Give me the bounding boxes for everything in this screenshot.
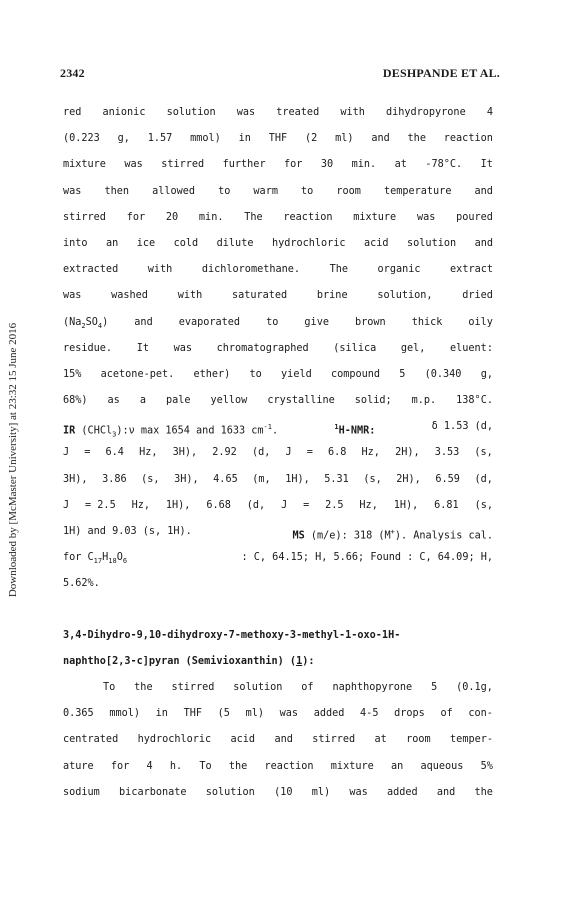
word: 5 (431, 681, 438, 693)
word: J (285, 447, 292, 459)
word: solution (233, 681, 283, 693)
text-line (63, 336, 493, 362)
word: added (313, 708, 345, 720)
word: temperature (383, 185, 452, 197)
word: To (199, 760, 212, 772)
word: gel, (400, 342, 426, 354)
word: 1H), (165, 499, 191, 511)
word: added (386, 786, 418, 798)
word: (s, (363, 473, 382, 485)
word: brine (316, 290, 348, 302)
word: = (84, 447, 91, 459)
word: and (134, 316, 153, 328)
text-line (63, 231, 493, 257)
text-line (63, 205, 493, 231)
word: 2H), (395, 447, 420, 459)
word: acid (230, 734, 256, 746)
word: 1H), (285, 473, 310, 485)
article-body (63, 100, 493, 806)
word: 3.53 (434, 447, 460, 459)
word: give (304, 316, 329, 328)
word: 3.86 (102, 473, 127, 485)
word: (0.340 (424, 368, 462, 380)
word: mixture (330, 760, 374, 772)
word: 1H), (393, 499, 419, 511)
word: 3H), (172, 447, 198, 459)
word: (2 (304, 133, 318, 145)
word: red (63, 107, 82, 118)
word: a (139, 395, 146, 407)
molecular-formula: for $C_{17}H_{18}O_6$ (63, 552, 128, 566)
ir-nmr-line (63, 414, 493, 440)
word: with (177, 290, 203, 302)
ms-data: MS (m/e): 318 (M+). Analysis cal. (292, 528, 493, 542)
word: dichloromethane. (201, 264, 301, 276)
word: at (394, 159, 407, 171)
word: the (407, 133, 426, 145)
text-line (63, 675, 493, 701)
word: 6.4 (105, 447, 124, 459)
word: was (63, 290, 82, 302)
text-line (63, 179, 493, 205)
word: min. (351, 159, 377, 171)
word: thick (411, 316, 443, 328)
word: evaporated (178, 316, 241, 328)
word: solution (407, 237, 457, 249)
word: (5 (217, 708, 230, 720)
word: was (416, 211, 436, 223)
word: of (301, 681, 314, 693)
word: reaction (443, 133, 493, 145)
word: chromatographed (216, 342, 309, 354)
word: aqueous (420, 760, 464, 772)
word: reaction (283, 211, 333, 223)
word: Hz, (131, 499, 150, 511)
word: drops (394, 708, 425, 720)
word: 4 (486, 107, 493, 118)
word: temper- (450, 734, 493, 746)
word: stirred (161, 159, 205, 171)
text-line (63, 100, 493, 126)
word: dilute (216, 237, 254, 249)
word: with (340, 107, 365, 118)
word: solid; (354, 395, 392, 407)
compound-reference: 1 (296, 655, 303, 667)
word: yellow (210, 395, 248, 407)
word: ml) (335, 133, 354, 145)
word: centrated (63, 734, 119, 746)
word: THF (268, 133, 288, 145)
word: 68%) (63, 395, 88, 407)
word: for (284, 159, 303, 171)
analysis-line (63, 545, 493, 571)
word: extracted (63, 264, 119, 276)
word: into (63, 237, 88, 249)
word: 4 (146, 760, 153, 772)
word: organic (377, 264, 421, 276)
word: To (103, 681, 116, 693)
word: solution (166, 107, 216, 118)
word: ice (136, 237, 156, 249)
word: Hz, (139, 447, 158, 459)
procedure-paragraph (63, 675, 493, 806)
word: oily (468, 316, 493, 328)
word: the (228, 760, 248, 772)
word: and (436, 786, 456, 798)
text-line (63, 362, 493, 388)
word: bicarbonate (119, 786, 187, 798)
word: cold (173, 237, 199, 249)
word: (m, (252, 473, 271, 485)
word: in (238, 133, 251, 145)
word: room (406, 734, 431, 746)
text-line (63, 467, 493, 493)
word: mixture (63, 159, 106, 171)
word: ature (63, 760, 94, 772)
word: = 2.5 (85, 499, 116, 511)
word: further (222, 159, 266, 171)
word: acetone-pet. (100, 368, 175, 380)
word: 5% (480, 760, 493, 772)
text-line (63, 754, 493, 780)
running-header (60, 66, 500, 86)
text-line (63, 493, 493, 519)
word: the (474, 786, 493, 798)
word: eluent: (450, 342, 493, 354)
word: m.p. (411, 395, 437, 407)
word: Hz, (361, 447, 380, 459)
word: then (104, 185, 130, 197)
word: sodium (63, 786, 100, 798)
running-authors: DESHPANDE ET AL. (382, 66, 500, 80)
text-line (63, 257, 493, 283)
word: compound (330, 368, 381, 380)
word: THF (183, 708, 202, 720)
word: (d, (251, 447, 271, 459)
ms-line: 1H) and 9.03 (s, 1H). MS (m/e): 318 (M+). Analysis cal. (63, 519, 493, 545)
word: solution, (377, 290, 433, 302)
word: J (281, 499, 288, 511)
word: treated (276, 107, 320, 118)
word: (d, (474, 473, 493, 485)
word: and (474, 185, 493, 197)
text-line (63, 152, 493, 178)
heading-line-2: naphtho[2,3-c]pyran (Semivioxanthin) (1): (63, 655, 315, 667)
word: = (303, 499, 310, 511)
word: ether) (193, 368, 231, 380)
ir-data: IR (CHCl$_3$):ν max 1654 and 1633 $cm^{-1}$. (63, 423, 279, 439)
word: con- (468, 708, 493, 720)
word: to (301, 185, 314, 197)
word: It (136, 342, 149, 354)
word: (0.223 (63, 133, 100, 145)
word: solution (205, 786, 255, 798)
nmr-label: $^1$H-NMR: (334, 423, 376, 437)
word: (d, (246, 499, 266, 511)
word: stirred (63, 211, 106, 223)
word: (s, (474, 499, 493, 511)
word: g, (480, 368, 493, 380)
word: (s, (474, 447, 493, 459)
word: 2.5 (325, 499, 344, 511)
word: stirred (171, 681, 215, 693)
word: 3H), (174, 473, 199, 485)
word: and (274, 734, 293, 746)
word: 5.31 (324, 473, 349, 485)
word: Hz, (359, 499, 378, 511)
word: was (173, 342, 193, 354)
word: 6.81 (434, 499, 459, 511)
word: allowed (152, 185, 196, 197)
text-line (63, 388, 493, 414)
word: for (126, 211, 146, 223)
word: g, (117, 133, 130, 145)
text-line (63, 126, 493, 152)
word: yield (281, 368, 312, 380)
word: crystalline (267, 395, 335, 407)
word: hydrochloric (137, 734, 212, 746)
word: 30 (320, 159, 334, 171)
word: 6.68 (206, 499, 231, 511)
text-line: 5.62%. (63, 578, 100, 590)
word: and (371, 133, 390, 145)
word: 2H), (396, 473, 421, 485)
word: brown (355, 316, 386, 328)
text-line (63, 727, 493, 753)
word: 6.59 (435, 473, 460, 485)
text-line (63, 780, 493, 806)
word: an (390, 760, 404, 772)
download-note: Downloaded by [McMaster University] at 23:32 15 June 2016 (7, 322, 19, 598)
word: the (134, 681, 153, 693)
analysis-values: : C, 64.15; H, 5.66; Found : C, 64.09; H, (241, 552, 493, 564)
word: washed (111, 290, 148, 302)
word: ml) (311, 786, 331, 798)
word: mixture (353, 211, 397, 223)
word: an (106, 237, 119, 249)
word: 5 (399, 368, 406, 380)
word: mmol) (190, 133, 221, 145)
word: stirred (312, 734, 356, 746)
word: 0.365 (63, 708, 94, 720)
experimental-paragraph (63, 100, 493, 598)
word: hydrochloric (271, 237, 346, 249)
sodium-sulfate-formula: $(Na_2SO_4)$ (63, 316, 109, 330)
text-line (63, 701, 493, 727)
nmr-data: δ 1.53 (d, (431, 421, 493, 433)
word: warm (253, 185, 278, 197)
word: acid (364, 237, 389, 249)
download-watermark (2, 290, 24, 630)
text-line (63, 440, 493, 466)
word: was (349, 786, 368, 798)
text-line (63, 310, 493, 336)
word: 15% (63, 368, 82, 380)
word: for (110, 760, 130, 772)
compound-heading (63, 623, 493, 675)
word: naphthopyrone (332, 681, 413, 693)
word: 2.92 (212, 447, 237, 459)
word: (0.1g, (456, 681, 493, 693)
word: 3H), (63, 473, 88, 485)
word: It (480, 159, 493, 171)
word: -78°C. (425, 159, 463, 171)
word: was (124, 159, 143, 171)
word: was (236, 107, 256, 118)
word: to (218, 185, 231, 197)
word: dihydropyrone (385, 107, 466, 118)
word: h. (169, 760, 183, 772)
word: dried (462, 290, 493, 302)
word: (10 (274, 786, 293, 798)
word: reaction (264, 760, 314, 772)
word: anionic (102, 107, 146, 118)
word: and (474, 237, 493, 249)
page-number: 2342 (60, 66, 85, 80)
word: was (279, 708, 299, 720)
word: 1.57 (147, 133, 173, 145)
word: of (440, 708, 453, 720)
word: 20 (165, 211, 179, 223)
word: extract (450, 264, 493, 276)
word: 6.8 (328, 447, 347, 459)
word: with (147, 264, 173, 276)
word: room (336, 185, 361, 197)
word: min. (198, 211, 224, 223)
word: The (244, 211, 263, 223)
word: in (155, 708, 168, 720)
word: to (266, 316, 279, 328)
word: poured (456, 211, 493, 223)
word: 4-5 (360, 708, 379, 720)
word: saturated (231, 290, 288, 302)
word: (silica (333, 342, 377, 354)
word: 138°C. (456, 395, 493, 407)
word: was (63, 185, 82, 197)
word: J (63, 447, 70, 459)
word: J (63, 499, 70, 511)
heading-line-1: 3,4-Dihydro-9,10-dihydroxy-7-methoxy-3-methyl-1-oxo-1H- (63, 629, 401, 641)
word: to (249, 368, 262, 380)
word: mmol) (109, 708, 140, 720)
word: 4.65 (213, 473, 238, 485)
word: = (306, 447, 313, 459)
word: ml) (245, 708, 264, 720)
word: as (107, 395, 120, 407)
word: (s, (141, 473, 160, 485)
word: pale (165, 395, 191, 407)
text-line (63, 283, 493, 309)
word: The (329, 264, 348, 276)
word: residue. (63, 342, 113, 354)
word: at (374, 734, 387, 746)
section-gap (63, 598, 493, 623)
